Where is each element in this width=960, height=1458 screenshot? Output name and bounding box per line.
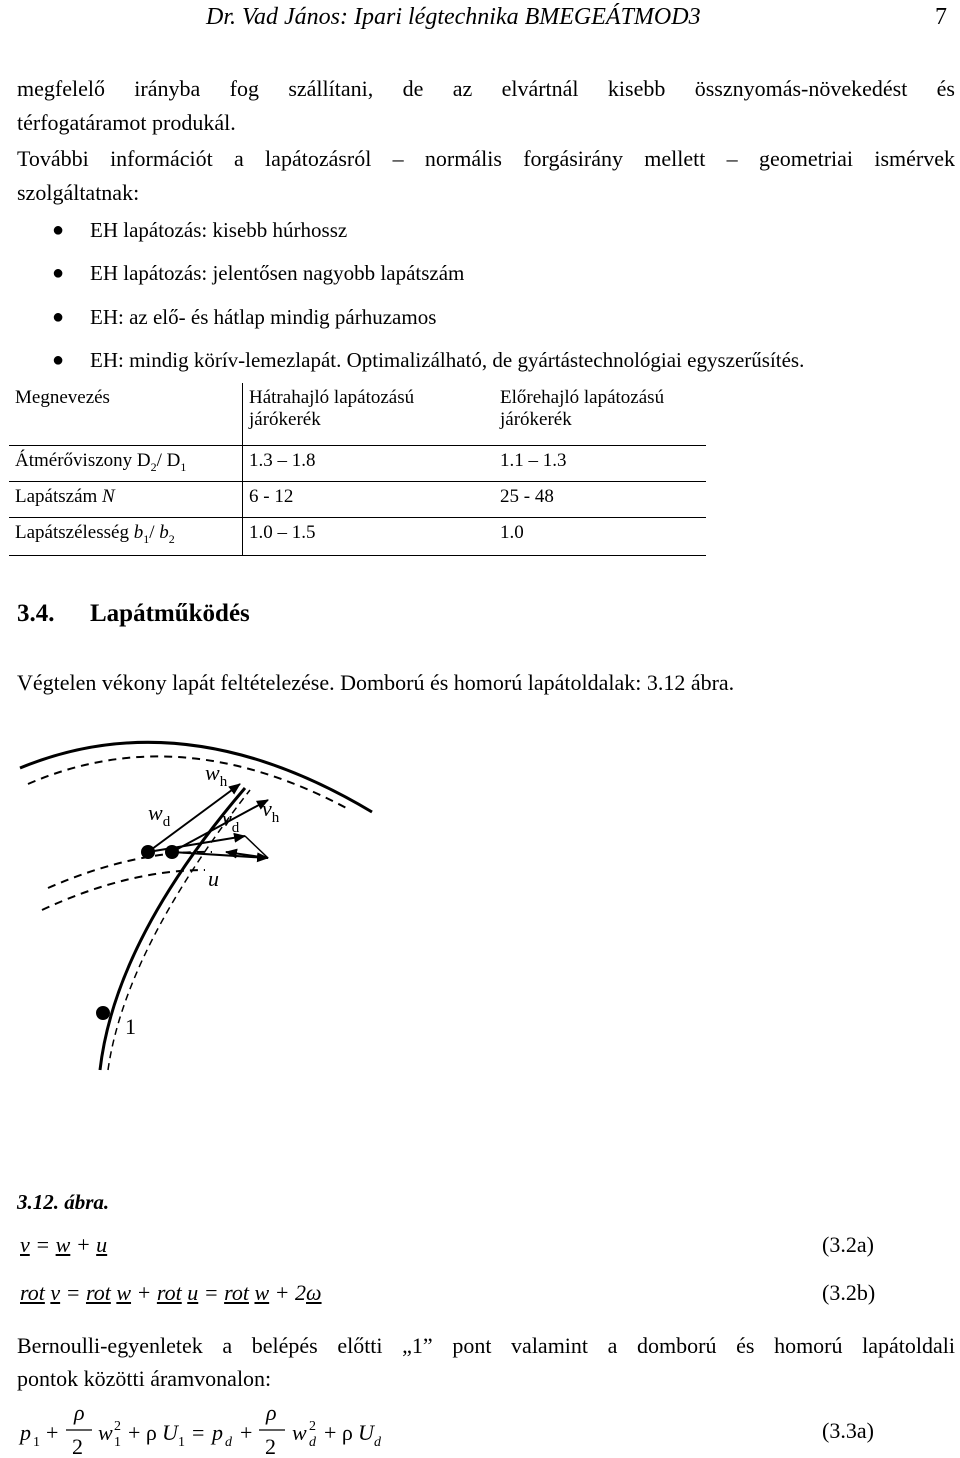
table-cell: 1.3 – 1.8 bbox=[249, 449, 316, 471]
svg-text:p: p bbox=[212, 1420, 223, 1445]
table-cell: 25 - 48 bbox=[500, 485, 554, 507]
svg-text:ρ: ρ bbox=[74, 1400, 85, 1425]
label-u: u bbox=[208, 866, 219, 891]
inlet-point-1 bbox=[96, 1006, 110, 1020]
svg-text:2: 2 bbox=[72, 1434, 83, 1458]
table-cell: 1.0 bbox=[500, 521, 524, 543]
svg-text:1: 1 bbox=[178, 1435, 185, 1450]
blade-point-convex bbox=[141, 845, 155, 859]
label-vd: $v_d$ bbox=[222, 806, 240, 836]
equation-number-3-2a: (3.2a) bbox=[822, 1232, 874, 1257]
page-number: 7 bbox=[935, 4, 947, 30]
section-number: 3.4. bbox=[17, 600, 55, 627]
outer-dashed-arc bbox=[28, 756, 350, 810]
table-row bbox=[9, 481, 706, 517]
bernoulli-line-2: pontok közötti áramvonalon: bbox=[17, 1366, 272, 1391]
inner-dashed-arc bbox=[48, 852, 212, 888]
bullet-icon: ● bbox=[52, 219, 65, 241]
svg-text:1: 1 bbox=[114, 1435, 121, 1450]
table-row bbox=[9, 517, 706, 555]
intro-line-4: szolgáltatnak: bbox=[17, 180, 140, 205]
intro-line-1: megfelelő irányba fog szállítani, de az elvártnál kisebb össznyomás-növekedést és bbox=[17, 76, 955, 101]
svg-text:d: d bbox=[225, 1435, 232, 1450]
table-header: Hátrahajló lapátozású járókerék bbox=[249, 387, 415, 430]
blade-point-concave bbox=[165, 845, 179, 859]
bullet-item: EH lapátozás: jelentősen nagyobb lapátszám bbox=[90, 261, 465, 285]
svg-text:2: 2 bbox=[265, 1434, 276, 1458]
equation-number-3-3a: (3.3a) bbox=[822, 1418, 874, 1443]
table-header-row bbox=[9, 383, 706, 445]
equation-number-3-2b: (3.2b) bbox=[822, 1280, 876, 1305]
equation-3-2a: v = w + u bbox=[20, 1232, 108, 1257]
svg-text:U: U bbox=[358, 1420, 374, 1445]
intro-line-3: További információt a lapátozásról – normális forgásirány mellett – geometriai ismérvek bbox=[17, 146, 955, 171]
bullet-item: EH: mindig körív-lemezlapát. Optimalizálható, de gyártástechnológiai egyszerűsítés. bbox=[90, 348, 805, 372]
table-cell: Átmérőviszony $D_2/$ $D_1$ bbox=[9, 445, 243, 481]
bernoulli-line-1: Bernoulli-egyenletek a belépés előtti „1” pont valamint a domború és homorú lapátoldali bbox=[17, 1333, 955, 1358]
table-header: Megnevezés bbox=[9, 383, 243, 445]
running-header: Dr. Vad János: Ipari légtechnika BMEGEÁTMOD3 bbox=[206, 4, 701, 30]
outer-arc bbox=[20, 742, 372, 812]
section-title: Lapátműködés bbox=[90, 600, 250, 627]
svg-text:1: 1 bbox=[33, 1435, 40, 1450]
label-point-1: 1 bbox=[125, 1014, 136, 1039]
figure-caption: 3.12. ábra. bbox=[17, 1190, 110, 1214]
svg-text:d: d bbox=[309, 1435, 316, 1450]
bullet-item: EH: az elő- és hátlap mindig párhuzamos bbox=[90, 305, 437, 329]
blade-velocity-figure bbox=[0, 740, 960, 1160]
svg-text:w: w bbox=[98, 1420, 113, 1445]
table-cell: Lapátszám N bbox=[9, 481, 243, 517]
table-row bbox=[9, 445, 706, 481]
svg-text:2: 2 bbox=[114, 1419, 121, 1434]
label-vh: $v_h$ bbox=[262, 796, 280, 826]
table-cell: 1.0 – 1.5 bbox=[249, 521, 316, 543]
bullet-item: EH lapátozás: kisebb húrhossz bbox=[90, 218, 348, 242]
equation-3-2b: rot v = rot w + rot u = rot w + 2ω bbox=[20, 1280, 322, 1305]
section-text: Végtelen vékony lapát feltételezése. Domború és homorú lapátoldalak: 3.12 ábra. bbox=[17, 670, 735, 695]
svg-text:+: + bbox=[46, 1420, 59, 1445]
bullet-icon: ● bbox=[52, 262, 65, 284]
bullet-icon: ● bbox=[52, 306, 65, 328]
comparison-table bbox=[9, 383, 706, 556]
svg-text:+: + bbox=[240, 1420, 253, 1445]
svg-text:p: p bbox=[20, 1420, 31, 1445]
svg-text:w: w bbox=[292, 1420, 307, 1445]
equation-3-3a bbox=[14, 1400, 404, 1458]
table-header: Előrehajló lapátozású járókerék bbox=[500, 387, 665, 430]
svg-text:+ ρ: + ρ bbox=[128, 1420, 157, 1445]
intro-line-2: térfogatáramot produkál. bbox=[17, 110, 236, 135]
table-cell: Lapátszélesség $b_1/$ $b_2$ bbox=[9, 517, 243, 555]
svg-text:U: U bbox=[162, 1420, 178, 1445]
table-cell: 6 - 12 bbox=[249, 485, 294, 507]
svg-text:d: d bbox=[374, 1435, 381, 1450]
svg-text:ρ: ρ bbox=[266, 1400, 277, 1425]
bullet-icon: ● bbox=[52, 349, 65, 371]
table-cell: 1.1 – 1.3 bbox=[500, 449, 567, 471]
label-wh: $w_h$ bbox=[205, 760, 228, 790]
svg-text:=: = bbox=[192, 1420, 205, 1445]
svg-text:2: 2 bbox=[309, 1419, 316, 1434]
label-wd: $w_d$ bbox=[148, 800, 171, 830]
svg-text:+ ρ: + ρ bbox=[324, 1420, 353, 1445]
